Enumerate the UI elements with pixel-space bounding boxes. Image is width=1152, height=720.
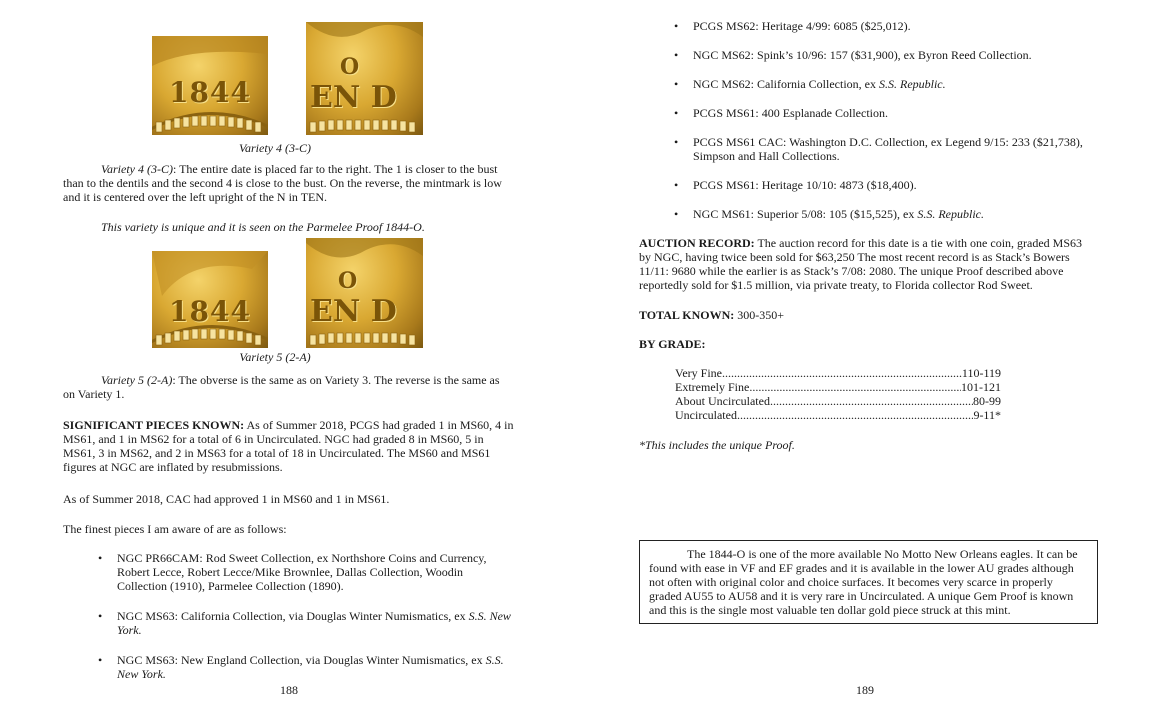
table-row: Uncirculated ..... 9-11*	[675, 408, 1001, 422]
list-item: • NGC PR66CAM: Rod Sweet Collection, ex Northshore Coins and Currency, Robert Lecce, Robert Lecce/Mike Brownlee, Dallas Collection, Woodin Collection (1910), Parmelee Collection (1890).	[98, 551, 487, 593]
coin-detail-graphic	[306, 22, 423, 135]
variety4-reverse-image	[306, 22, 423, 135]
page-number: 188	[280, 683, 298, 697]
coin-mintmark-text: O	[338, 268, 358, 294]
coin-legend-text: EN D	[310, 294, 397, 329]
significant-pieces-paragraph: SIGNIFICANT PIECES KNOWN: As of Summer 2018, PCGS had graded 1 in MS60, 4 in MS61, and 1 in MS62 for a total of 6 in Uncirculated. NGC had graded 8 in MS60, 5 in MS61, 3 in MS62, and 2 in MS63 for a total of 18 in Uncirculated. The MS60 and MS61 figures at NGC are inflated by resubmissions.	[63, 418, 514, 474]
coin-detail-graphic	[306, 238, 423, 348]
auction-record-paragraph: AUCTION RECORD: The auction record for this date is a tie with one coin, graded MS63 by NGC, having twice been sold for $63,250 The most recent record is as Stack’s Bowers 11/11: 9680 while the earlier is as Stack’s 7/08: 2080. The unique Proof described above reportedly sold for $1.5 million, via private treaty, to Florida collector Rod Sweet.	[639, 236, 1083, 292]
list-item: • NGC MS62: California Collection, ex S.S. Republic.	[674, 77, 946, 91]
coin-mintmark-text: O	[340, 54, 360, 80]
list-item: • PCGS MS61: Heritage 10/10: 4873 ($18,400).	[674, 178, 917, 192]
list-item: • PCGS MS61 CAC: Washington D.C. Collection, ex Legend 9/15: 233 ($21,738), Simpson and Hall Collections.	[674, 135, 1083, 163]
coin-date-text: 1844	[169, 76, 251, 109]
list-item: • NGC MS61: Superior 5/08: 105 ($15,525), ex S.S. Republic.	[674, 207, 984, 221]
auction-record-heading: AUCTION RECORD:	[639, 236, 755, 250]
total-known: TOTAL KNOWN: 300-350+	[639, 308, 785, 322]
finest-pieces-list-continued	[674, 19, 1092, 221]
cac-paragraph: As of Summer 2018, CAC had approved 1 in MS60 and 1 in MS61.	[63, 492, 390, 506]
list-item: • PCGS MS61: 400 Esplanade Collection.	[674, 106, 888, 120]
list-item: • PCGS MS62: Heritage 4/99: 6085 ($25,012).	[674, 19, 911, 33]
variety4-description: Variety 4 (3-C): The entire date is placed far to the right. The 1 is closer to the bust than to the dentils and the second 4 is close to the bust. On the reverse, the mintmark is low and it is centered over the left upright of the N in TEN.	[63, 162, 502, 204]
list-item: • NGC MS62: Spink’s 10/96: 157 ($31,900), ex Byron Reed Collection.	[674, 48, 1032, 62]
finest-pieces-list	[98, 551, 514, 681]
grade-table	[675, 366, 1001, 422]
page-number: 189	[856, 683, 874, 697]
variety5-description: Variety 5 (2-A): The obverse is the same as on Variety 3. The reverse is the same as on Variety 1.	[63, 373, 500, 401]
variety4-note: This variety is unique and it is seen on the Parmelee Proof 1844-O.	[101, 220, 425, 234]
variety4-caption: Variety 4 (3-C)	[239, 141, 311, 155]
variety5-reverse-image	[306, 238, 423, 348]
table-row: Extremely Fine ..... 101-121	[675, 380, 1001, 394]
coin-legend-text: EN D	[310, 80, 397, 115]
table-row: Very Fine ..... 110-119	[675, 366, 1001, 380]
variety4-obverse-image	[152, 36, 268, 135]
finest-intro: The finest pieces I am aware of are as follows:	[63, 522, 287, 536]
summary-box	[639, 540, 1098, 624]
grade-footnote: *This includes the unique Proof.	[639, 438, 795, 452]
summary-text: The 1844-O is one of the more available No Motto New Orleans eagles. It can be found with ease in VF and EF grades and it is available in the lower AU grades although not often with original color and choice surfaces. It becomes very scarce in properly graded AU55 to AU58 and it is very rare in Uncirculated. A unique Gem Proof is known and this is the single most valuable ten dollar gold piece struck at this mint.	[649, 547, 1078, 617]
list-item: • NGC MS63: California Collection, via Douglas Winter Numismatics, ex S.S. New York.	[98, 609, 511, 637]
list-item: • NGC MS63: New England Collection, via Douglas Winter Numismatics, ex S.S. New York.	[98, 653, 504, 681]
variety5-obverse-image	[152, 251, 268, 348]
variety5-caption: Variety 5 (2-A)	[239, 350, 311, 364]
coin-date-text: 1844	[169, 295, 251, 328]
table-row: About Uncirculated ..... 80-99	[675, 394, 1001, 408]
by-grade-heading: BY GRADE:	[639, 337, 706, 351]
significant-pieces-heading: SIGNIFICANT PIECES KNOWN:	[63, 418, 245, 432]
